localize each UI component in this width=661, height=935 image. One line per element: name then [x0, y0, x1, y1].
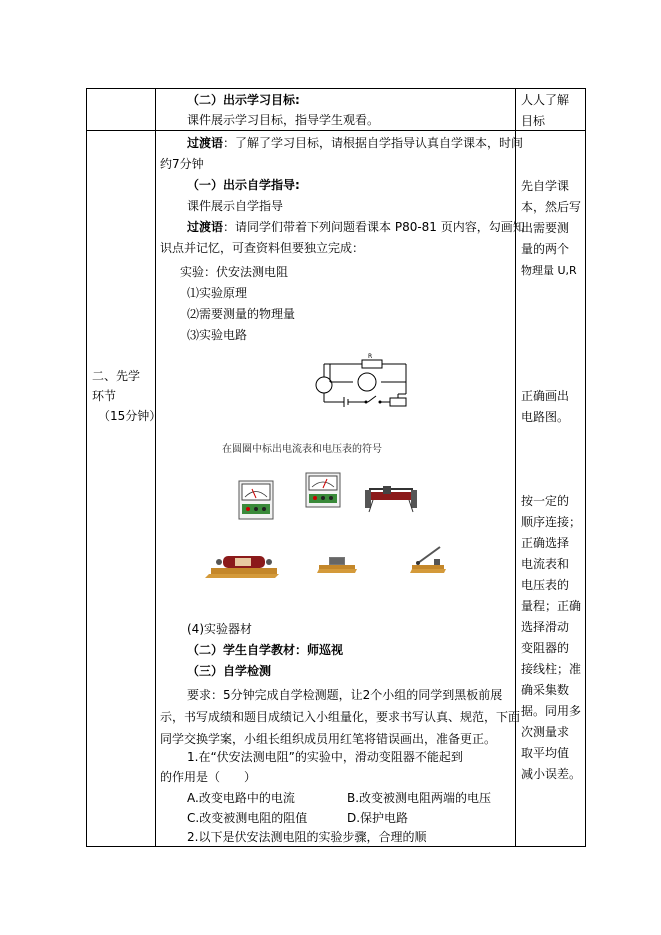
table-top-border [86, 88, 586, 89]
note-line [521, 365, 589, 386]
note-line: 正确画出 [521, 389, 570, 403]
note-line: 确采集数 [521, 683, 570, 697]
objectives-line: 课件展示学习目标，指导学生观看。 [187, 113, 380, 127]
note-line: 出需要测 [521, 221, 570, 235]
item-apparatus: (4)实验器材 [187, 622, 252, 636]
table-left-border [86, 88, 87, 847]
transition-label: 过渡语 [187, 220, 224, 234]
table-col-divider-1 [155, 88, 156, 847]
bulb-base-image [315, 553, 359, 575]
note-line: 量的两个 [521, 242, 570, 256]
note-line: 减小误差。 [521, 767, 582, 781]
note-line: 先自学课 [521, 179, 570, 193]
voltmeter-image [305, 472, 341, 508]
note-line: 取平均值 [521, 746, 570, 760]
item-quantities: ⑵需要测量的物理量 [187, 307, 296, 321]
note-line: 接线柱；准 [521, 662, 582, 676]
rheostat-image [365, 486, 417, 516]
item-circuit: ⑶实验电路 [187, 328, 248, 342]
guide-heading: （一）出示自学指导: [187, 178, 300, 192]
note-line: 按一定的 [521, 494, 570, 508]
objectives-heading: （二）出示学习目标: [187, 93, 300, 107]
note-line: 正确选择 [521, 536, 570, 550]
question-1-option-d: D.保护电路 [347, 811, 409, 825]
row1-note [521, 90, 589, 132]
requirement-line-1: 要求：5分钟完成自学检测题，让2个小组的同学到黑板前展 [187, 688, 503, 702]
question-1-option-a: A.改变电路中的电流 [187, 791, 295, 805]
transition-text: ：了解了学习目标，请根据自学指导认真自学课本，时间 [223, 136, 524, 150]
note-line [521, 470, 589, 491]
item-principle: ⑴实验原理 [187, 286, 248, 300]
question-1-option-c: C.改变被测电阻的阻值 [187, 811, 308, 825]
phase-label [92, 366, 161, 426]
transition-label: 过渡语 [187, 136, 224, 150]
note-line [521, 281, 589, 302]
note-line: 电压表的 [521, 578, 570, 592]
transition-1 [187, 133, 523, 154]
question-1-stem-cont: 的作用是（ ） [160, 770, 257, 784]
row2-notes [521, 176, 589, 785]
note-line: 选择滑动 [521, 620, 570, 634]
section-self-check: （三）自学检测 [187, 664, 272, 678]
requirement-line-3: 同学交换学案，小组长组织成员用红笔将错误画出，准备更正。 [160, 732, 497, 746]
row1-note-line: 目标 [521, 114, 546, 128]
note-line: 物理量 U,R [521, 264, 577, 277]
note-line: 本，然后写 [521, 200, 582, 214]
switch-image [408, 545, 448, 575]
note-line: 电路图。 [521, 410, 570, 424]
note-line: 变阻器的 [521, 641, 570, 655]
note-line: 顺序连接； [521, 515, 582, 529]
transition-text: ：请同学们带着下列问题看课本 P80-81 页内容，勾画知 [223, 220, 525, 234]
note-line [521, 449, 589, 470]
phase-label-line: 环节 [92, 389, 117, 403]
resistor-image [205, 550, 283, 580]
transition-2 [187, 217, 525, 238]
phase-label-line: 二、先学 [92, 369, 141, 383]
question-1-option-b: B.改变被测电阻两端的电压 [347, 791, 492, 805]
note-line: 据。同用多 [521, 704, 582, 718]
section-self-study: （二）学生自学教材：师巡视 [187, 643, 344, 657]
circuit-diagram [310, 350, 420, 414]
guide-line: 课件展示自学指导 [187, 199, 284, 213]
transition-1-cont: 约7分钟 [160, 157, 204, 171]
table-col-divider-2 [515, 88, 516, 847]
question-2-stem: 2.以下是伏安法测电阻的实验步骤，合理的顺 [187, 830, 427, 844]
note-line: 电流表和 [521, 557, 570, 571]
note-line [521, 323, 589, 344]
row1-note-line: 人人了解 [521, 93, 570, 107]
transition-2-cont: 识点并记忆，可查资料但要独立完成： [160, 241, 365, 255]
note-line: 次测量求 [521, 725, 570, 739]
ammeter-image [238, 480, 274, 520]
phase-duration: （15分钟） [98, 409, 162, 423]
note-line: 量程；正确 [521, 599, 582, 613]
note-line [521, 302, 589, 323]
experiment-title: 实验：伏安法测电阻 [180, 265, 289, 279]
note-line [521, 344, 589, 365]
question-1-stem: 1.在“伏安法测电阻”的实验中，滑动变阻器不能起到 [187, 750, 463, 764]
circuit-label-r: R [368, 353, 373, 360]
figure-caption: 在圆圈中标出电流表和电压表的符号 [222, 444, 382, 455]
requirement-line-2: 示，书写成绩和题目成绩记入小组量化，要求书写认真、规范，下面 [160, 710, 521, 724]
note-line [521, 428, 589, 449]
